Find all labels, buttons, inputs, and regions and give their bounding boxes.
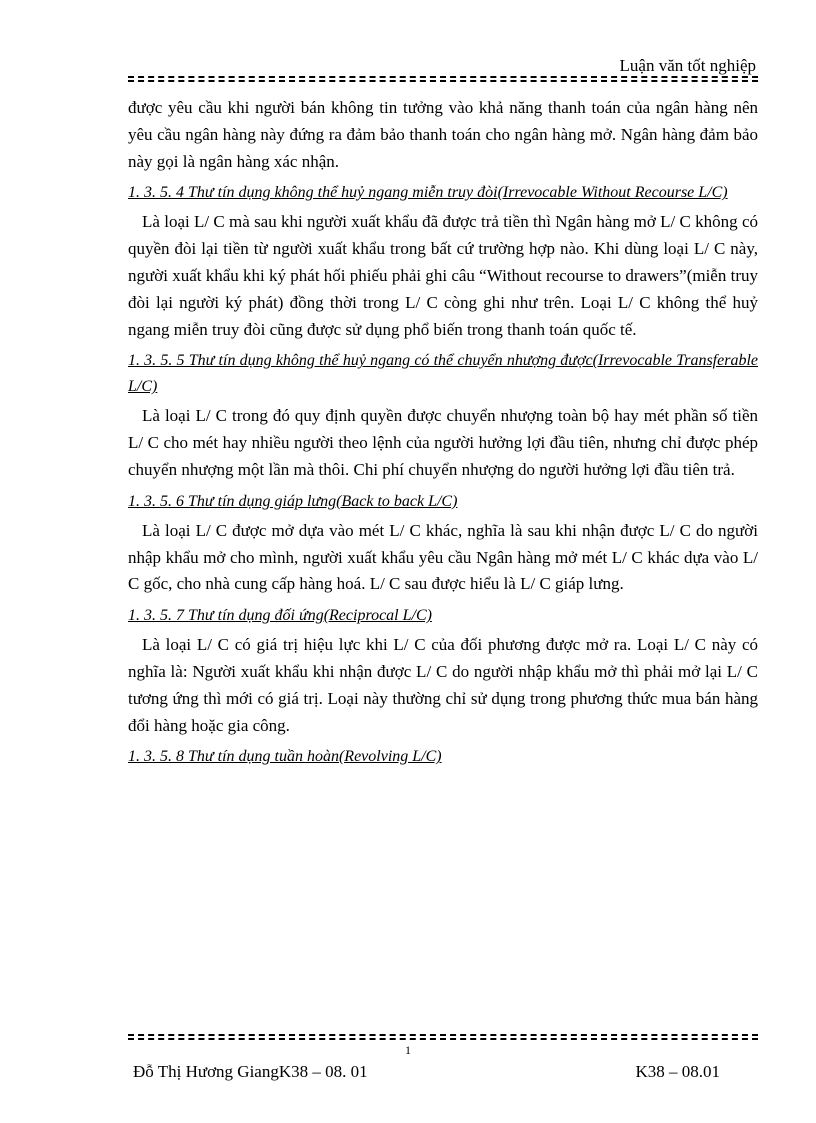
section-heading-1-3-5-4: 1. 3. 5. 4 Thư tín dụng không thể huỷ ngang miễn truy đòi(Irrevocable Without Recourse L/C) xyxy=(128,184,728,202)
footer-class-code: K38 – 08.01 xyxy=(635,1062,720,1081)
running-header-title: Luận văn tốt nghiệp xyxy=(619,56,756,75)
header-divider-secondary xyxy=(128,80,758,82)
page-number: 1 xyxy=(405,1043,411,1057)
section-heading-1-3-5-6: 1. 3. 5. 6 Thư tín dụng giáp lưng(Back to back L/C) xyxy=(128,492,458,510)
page-body xyxy=(128,95,758,773)
footer-author: Đỗ Thị Hương GiangK38 – 08. 01 xyxy=(133,1062,368,1081)
footer-divider xyxy=(128,1034,758,1036)
paragraph-continued: được yêu cầu khi người bán không tin tưởng vào khả năng thanh toán của ngân hàng nên yêu cầu ngân hàng này đứng ra đảm bảo thanh toán cho ngân hàng mở. Ngân hàng đảm bảo này gọi là ngân hàng xác nhận. xyxy=(128,98,758,171)
paragraph-reciprocal: Là loại L/ C có giá trị hiệu lực khi L/ C của đối phương được mở ra. Loại L/ C này có nghĩa là: Người xuất khẩu khi nhận được L/ C do người nhập khẩu mở thì phải mở lại L/ C tương ứng thì mới có giá trị. Loại này thường chỉ sử dụng trong phương thức mua bán hàng đổi hàng hoặc gia công. xyxy=(128,635,758,735)
paragraph-without-recourse: Là loại L/ C mà sau khi người xuất khẩu đã được trả tiền thì Ngân hàng mở L/ C không có quyền đòi lại tiền từ người xuất khẩu trong bất cứ trường hợp nào. Khi dùng loại L/ C này, người xuất khẩu khi ký phát hối phiếu phải ghi câu “Without recourse to drawers”(miễn truy đòi lại người ký phát) đồng thời trong L/ C còng ghi như trên. Loại L/ C không thể huỷ ngang miễn truy đòi cũng được sử dụng phổ biến trong thanh toán quốc tế. xyxy=(128,212,758,339)
header-divider xyxy=(128,76,758,78)
section-heading-1-3-5-8: 1. 3. 5. 8 Thư tín dụng tuần hoàn(Revolving L/C) xyxy=(128,748,442,766)
paragraph-transferable: Là loại L/ C trong đó quy định quyền được chuyển nhượng toàn bộ hay mét phần số tiền L/ C cho mét hay nhiều người theo lệnh của người hưởng lợi đầu tiên, nhưng chỉ được phép chuyển nhượng một lần mà thôi. Chi phí chuyển nhượng do người hưởng lợi đầu tiên trả. xyxy=(128,406,758,479)
section-heading-1-3-5-5: 1. 3. 5. 5 Thư tín dụng không thể huỷ ngang có thể chuyển nhượng được(Irrevocable Transferable L/C) xyxy=(128,352,758,396)
section-heading-1-3-5-7: 1. 3. 5. 7 Thư tín dụng đối ứng(Reciprocal L/C) xyxy=(128,607,432,625)
paragraph-back-to-back: Là loại L/ C được mở dựa vào mét L/ C khác, nghĩa là sau khi nhận được L/ C do người nhập khẩu mở cho mình, người xuất khẩu yêu cầu Ngân hàng mở mét L/ C khác dựa vào L/ C gốc, cho nhà cung cấp hàng hoá. L/ C sau được hiểu là L/ C giáp lưng. xyxy=(128,520,758,594)
footer-divider-secondary xyxy=(128,1038,758,1040)
